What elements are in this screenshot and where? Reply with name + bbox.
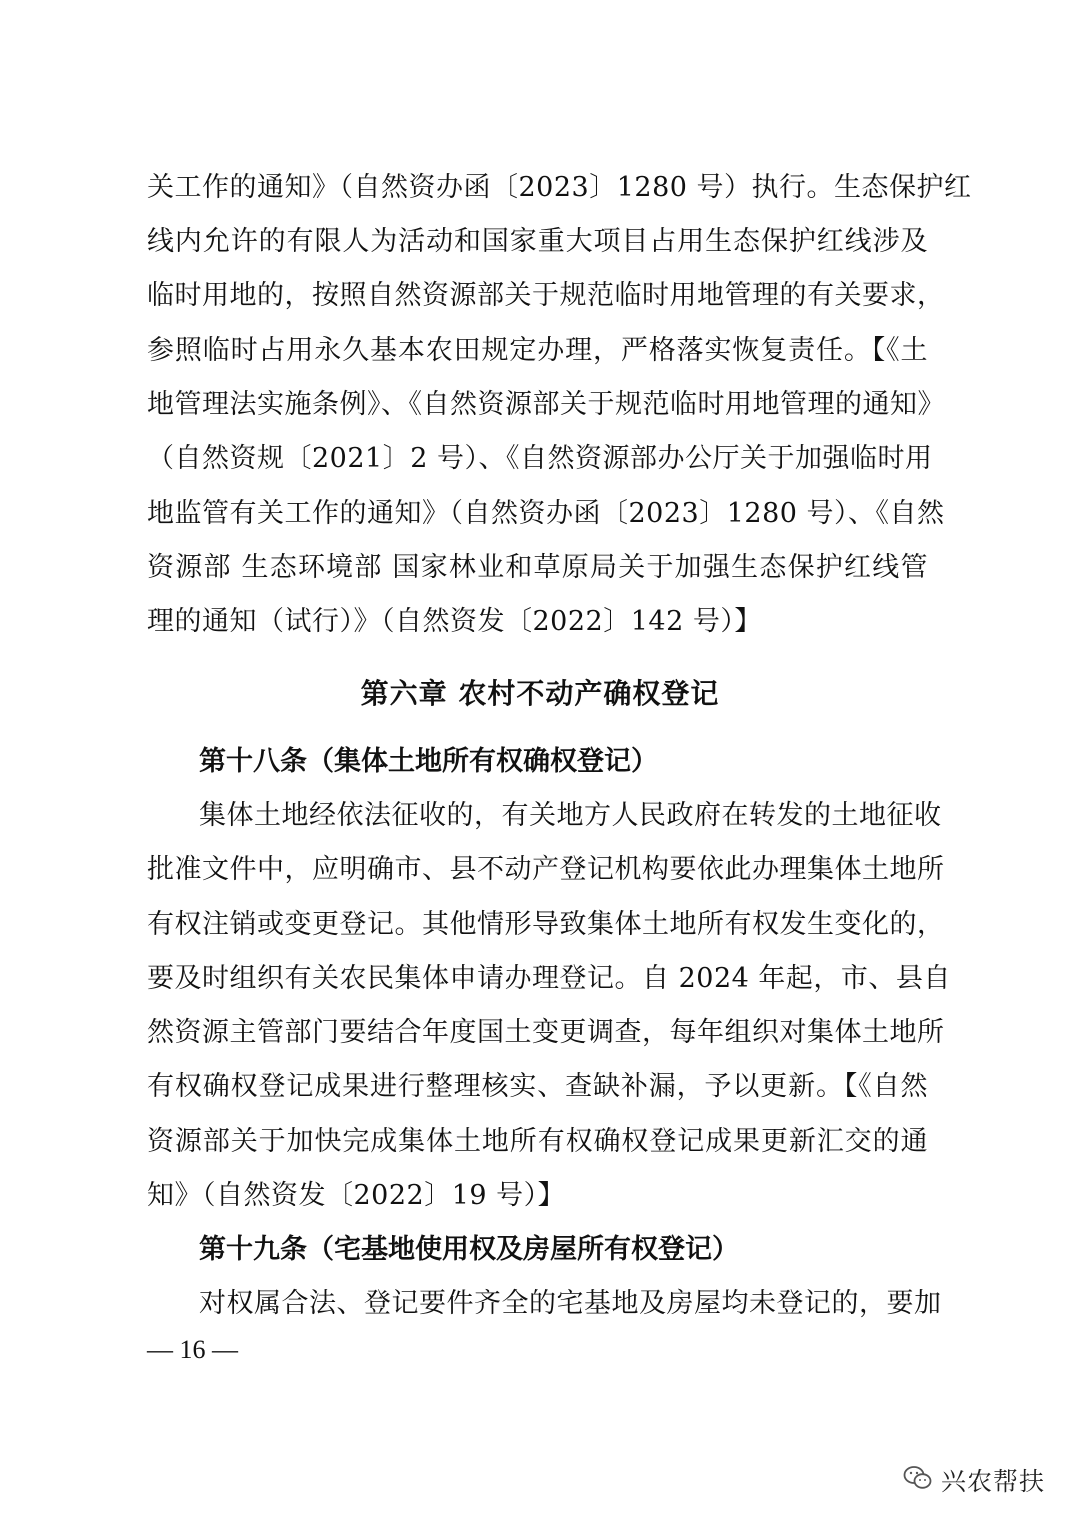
body-text-line: 然资源主管部门要结合年度国土变更调查，每年组织对集体土地所 — [147, 1017, 945, 1048]
watermark-text: 兴农帮扶 — [941, 1467, 1046, 1496]
body-text-line: 对权属合法、登记要件齐全的宅基地及房屋均未登记的，要加 — [199, 1288, 942, 1319]
body-text-line: 知》（自然资发〔2022〕19 号）】 — [147, 1180, 566, 1211]
watermark — [903, 1463, 1045, 1497]
body-text-line: 批准文件中，应明确市、县不动产登记机构要依此办理集体土地所 — [147, 854, 945, 885]
page-number: — 16 — — [147, 1335, 238, 1364]
body-text-line: 要及时组织有关农民集体申请办理登记。自 2024 年起，市、县自 — [147, 963, 951, 994]
article-heading: 第十九条（宅基地使用权及房屋所有权登记） — [199, 1234, 739, 1265]
body-text-line: 参照临时占用永久基本农田规定办理，严格落实恢复责任。【《土 — [147, 335, 928, 366]
body-text-line: （自然资规〔2021〕2 号）、《自然资源部办公厅关于加强临时用 — [147, 443, 933, 474]
body-text-line: 线内允许的有限人为活动和国家重大项目占用生态保护红线涉及 — [147, 226, 928, 257]
body-text-line: 集体土地经依法征收的，有关地方人民政府在转发的土地征收 — [199, 800, 942, 831]
body-text-line: 地监管有关工作的通知》（自然资办函〔2023〕1280 号）、《自然 — [147, 498, 945, 529]
chapter-title: 第六章 农村不动产确权登记 — [360, 677, 720, 710]
body-text-line: 关工作的通知》（自然资办函〔2023〕1280 号）执行。生态保护红 — [147, 172, 972, 203]
wechat-icon — [903, 1465, 933, 1495]
body-text-line: 理的通知（试行）》（自然资发〔2022〕142 号）】 — [147, 606, 762, 637]
body-text-line: 有权注销或变更登记。其他情形导致集体土地所有权发生变化的， — [147, 909, 945, 940]
body-text-line: 有权确权登记成果进行整理核实、查缺补漏，予以更新。【《自然 — [147, 1071, 928, 1102]
body-text-line: 临时用地的，按照自然资源部关于规范临时用地管理的有关要求， — [147, 280, 945, 311]
body-text-line: 资源部关于加快完成集体土地所有权确权登记成果更新汇交的通 — [147, 1126, 928, 1157]
body-text-line: 资源部 生态环境部 国家林业和草原局关于加强生态保护红线管 — [147, 552, 928, 583]
article-heading: 第十八条（集体土地所有权确权登记） — [199, 746, 658, 777]
body-text-line: 地管理法实施条例》、《自然资源部关于规范临时用地管理的通知》 — [147, 389, 945, 420]
